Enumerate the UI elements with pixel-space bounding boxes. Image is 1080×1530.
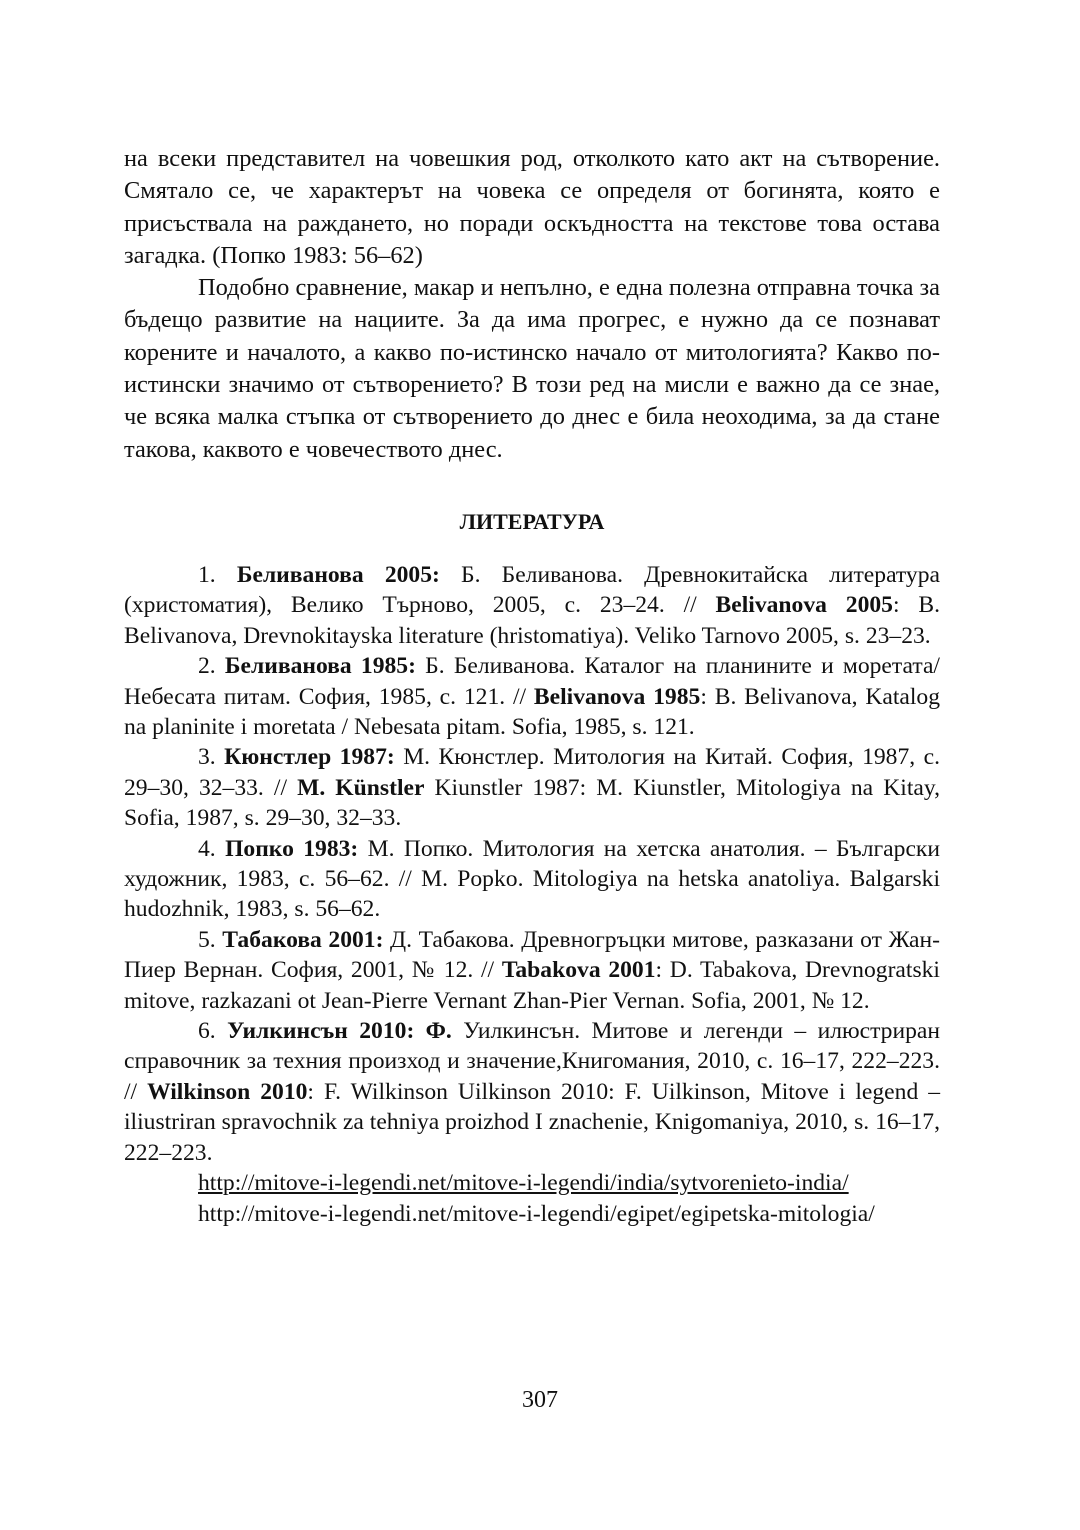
reference-text-translit: : F. Wilkinson Uilkinson 2010: F. Uilkinson, Mitove i legend – iliustriran spravochnik za tehniya proizhod I znachenie, Knigomaniya, 2010, s. 16–17, 222–223. — [124, 1078, 941, 1166]
references-heading: ЛИТЕРАТУРА — [459, 508, 605, 534]
reference-number: 4. — [198, 835, 216, 862]
reference-number: 1. — [198, 561, 216, 588]
reference-item-4 — [124, 834, 940, 925]
references-list — [124, 560, 940, 1230]
reference-author-translit: Belivanova 1985 — [533, 683, 701, 710]
reference-text: М. Попко. Митология на хетска анатолия. – Български художник, 1983, с. 56–62. // M. Popko. Mitologiya na hetska anatoliya. Balgarski hudozhnik, 1983, s. 56–62. — [124, 835, 941, 923]
reference-author-translit: Tabakova 2001 — [501, 957, 656, 984]
reference-text-translit: : B. Belivanova, Katalog na planinite i moretata / Nebesata pitam. Sofia, 1985, s. 121. — [124, 683, 941, 740]
reference-item-2 — [124, 651, 940, 742]
reference-text-translit: Kiunstler 1987: M. Kiunstler, Mitologiya na Kitay, Sofia, 1987, s. 29–30, 32–33. — [124, 774, 941, 832]
reference-text-translit: : B. Belivanova, Drevnokitayska literature (hristomatiya). Veliko Tarnovo 2005, s. 23–23. — [124, 592, 940, 649]
reference-author: Табакова 2001: — [222, 926, 384, 953]
reference-number: 2. — [198, 653, 216, 680]
page-number: 307 — [522, 1387, 558, 1413]
reference-author: Попко 1983: — [225, 835, 359, 862]
reference-text: Д. Табакова. Древногръцки митове, разказани от Жан-Пиер Вернан. София, 2001, № 12. // — [124, 926, 941, 984]
reference-item-6 — [124, 1016, 940, 1168]
reference-text-translit: : D. Tabakova, Drevnogratski mitove, razkazani ot Jean-Pierre Vernant Zhan-Pier Vernan. Sofia, 2001, № 12. — [124, 957, 940, 1014]
reference-item-5 — [124, 925, 940, 1016]
reference-author: Беливанова 2005: — [236, 561, 440, 588]
reference-text: Б. Беливанова. Каталог на планините и моретата/ Небесата питам. София, 1985, с. 121. // — [124, 653, 940, 710]
reference-text: Б. Беливанова. Древнокитайска литература (христоматия), Велико Търново, 2005, с. 23–24. // — [124, 561, 940, 619]
reference-author-translit: M. Künstler — [297, 774, 425, 801]
reference-item-1 — [124, 560, 940, 651]
reference-author: Кюнстлер 1987: — [224, 744, 395, 771]
reference-author: Уилкинсън 2010: Ф. — [227, 1018, 452, 1045]
reference-text: М. Кюнстлер. Митология на Китай. София, 1987, с. 29–30, 32–33. // — [124, 744, 941, 801]
page-content — [124, 143, 940, 1230]
reference-item-3 — [124, 742, 940, 833]
body-paragraph-2: Подобно сравнение, макар и непълно, е една полезна отправна точка за бъдещо развитие на нациите. За да има прогрес, е нужно да се познават корените и началото, а какво по-истинско начало от митологията? Какво по-истински значимо от сътворението? В този ред на мисли е важно да се знае, че всяка малка стъпка от сътворението до днес е била неоходима, за да стане такова, каквото е човечеството днес. — [124, 274, 940, 463]
reference-number: 5. — [198, 926, 216, 953]
reference-text: Уилкинсън. Митове и легенди – илюстриран справочник за техния произход и значение,Книгомания, 2010, с. 16–17, 222–223. // — [124, 1018, 940, 1105]
reference-author-translit: Belivanova 2005 — [715, 592, 893, 619]
reference-link-2 — [124, 1199, 940, 1230]
body-paragraph-1: на всеки представител на човешкия род, отколкото като акт на сътворение. Смятало се, че характерът на човека се определя от богинята, която е присъствала на раждането, но поради оскъдността на текстове това остава загадка. (Попко 1983: 56–62) — [124, 145, 940, 269]
reference-link-text[interactable]: http://mitove-i-legendi.net/mitove-i-legendi/india/sytvorenieto-india/ — [198, 1170, 849, 1197]
reference-author: Беливанова 1985: — [224, 653, 416, 680]
reference-link-text: http://mitove-i-legendi.net/mitove-i-legendi/egipet/egipetska-mitologia/ — [198, 1201, 875, 1228]
reference-link-1[interactable] — [124, 1168, 940, 1199]
reference-author-translit: Wilkinson 2010 — [147, 1078, 308, 1105]
reference-number: 6. — [198, 1018, 216, 1045]
reference-number: 3. — [198, 744, 216, 771]
